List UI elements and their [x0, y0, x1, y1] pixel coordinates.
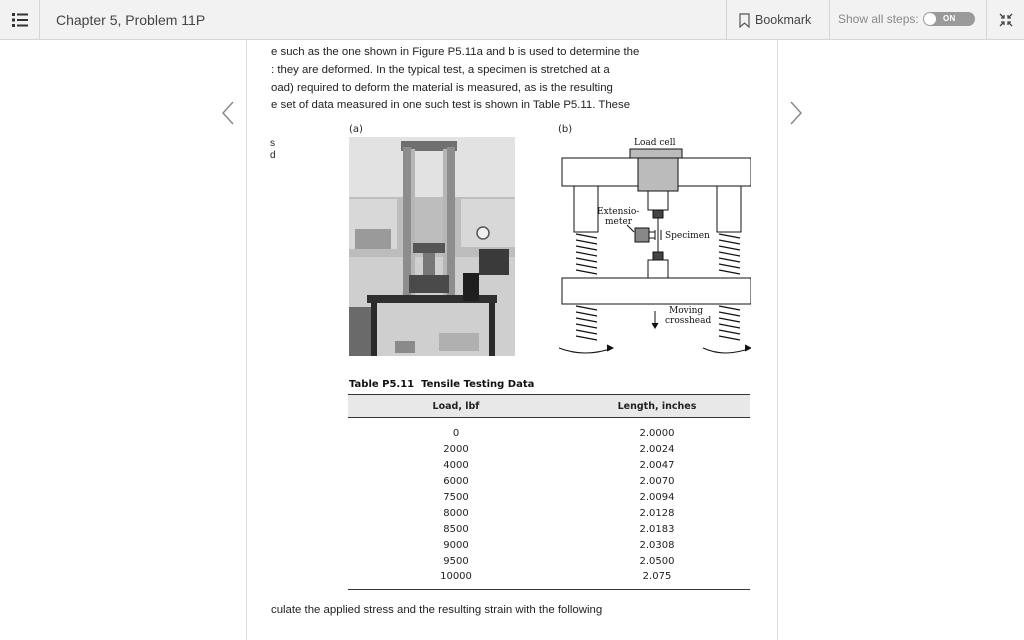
table-row	[348, 505, 750, 521]
problem-continuation-text: culate the applied stress and the resulting strain with the following	[271, 604, 603, 616]
table-cell: 2.0183	[639, 523, 675, 535]
show-all-steps-label: Show all steps:	[838, 12, 919, 26]
table-row	[348, 537, 750, 553]
load-cell-label: Load cell	[634, 138, 676, 148]
problem-line: e set of data measured in one such test is shown in Table P5.11. These	[271, 99, 631, 112]
table-header-cell: Length, inches	[617, 400, 697, 412]
figure-b-label: (b)	[558, 124, 573, 135]
problem-line: e such as the one shown in Figure P5.11a and b is used to determine the	[271, 46, 640, 58]
table-cell: 10000	[440, 571, 472, 583]
table-row	[348, 553, 750, 569]
top-bar	[0, 0, 1024, 40]
table-cell: 6000	[443, 476, 469, 488]
table-title	[349, 379, 534, 390]
moving-crosshead-label: Moving	[669, 306, 704, 316]
table-header-cell: Load, lbf	[432, 400, 480, 412]
text-fragment: d	[270, 150, 276, 161]
chapter-title: Chapter 5, Problem 11P	[56, 12, 206, 28]
problem-statement	[271, 44, 751, 115]
table-cell: 8500	[443, 523, 469, 535]
show-all-steps-toggle[interactable]	[923, 12, 975, 26]
table-number: Table P5.11	[349, 379, 415, 390]
table-body	[348, 418, 750, 590]
table-cell: 2.0047	[639, 460, 675, 472]
previous-page-button[interactable]	[220, 100, 236, 126]
table-caption: Tensile Testing Data	[421, 379, 535, 390]
table-cell: 7500	[443, 492, 469, 503]
table-cell: 0	[452, 428, 460, 440]
table-row	[348, 442, 750, 458]
problem-line: oad) required to deform the material is measured, as is the resulting	[271, 81, 613, 94]
table-cell: 2.0308	[639, 539, 675, 551]
specimen-label: Specimen	[665, 231, 710, 241]
extensometer-label: Extensio-	[597, 207, 640, 217]
table-cell: 2.0070	[639, 476, 675, 488]
table-cell: 9500	[443, 555, 469, 567]
table-row	[348, 490, 750, 506]
table-row	[348, 426, 750, 442]
text-fragment: s	[270, 138, 275, 149]
bookmark-label: Bookmark	[755, 13, 812, 27]
table-cell: 2.0024	[639, 444, 675, 456]
chevron-left-icon	[220, 100, 236, 126]
tensile-machine-photo	[349, 137, 515, 356]
moving-crosshead-label: crosshead	[665, 316, 712, 326]
table-cell: 2000	[443, 444, 469, 456]
toggle-state-label: ON	[943, 14, 956, 23]
collapse-button[interactable]	[986, 0, 1024, 40]
tensile-data-table	[348, 394, 750, 590]
table-row	[348, 569, 750, 585]
bookmark-button[interactable]	[726, 0, 830, 40]
table-row	[348, 521, 750, 537]
table-header-row	[348, 394, 750, 418]
table-of-contents-button[interactable]	[0, 0, 40, 40]
problem-page	[246, 40, 778, 640]
table-cell: 4000	[443, 460, 469, 472]
figure-a-label: (a)	[349, 124, 363, 135]
list-menu-icon	[12, 13, 28, 27]
problem-line: : they are deformed. In the typical test, a specimen is stretched at a	[271, 63, 610, 76]
table-cell: 2.0094	[639, 492, 675, 503]
table-cell: 2.075	[642, 571, 672, 583]
table-row	[348, 458, 750, 474]
chevron-right-icon	[788, 100, 804, 126]
extensometer-label: meter	[605, 217, 633, 227]
table-cell: 2.0128	[639, 507, 675, 519]
tensile-schematic-diagram	[555, 134, 751, 359]
table-cell: 2.0500	[639, 555, 675, 567]
table-cell: 9000	[443, 539, 469, 551]
table-cell: 2.0000	[639, 428, 675, 440]
toggle-knob	[924, 13, 936, 25]
next-page-button[interactable]	[788, 100, 804, 126]
table-cell: 8000	[443, 507, 469, 519]
bookmark-icon	[739, 13, 750, 28]
collapse-icon	[999, 13, 1013, 27]
table-row	[348, 474, 750, 490]
